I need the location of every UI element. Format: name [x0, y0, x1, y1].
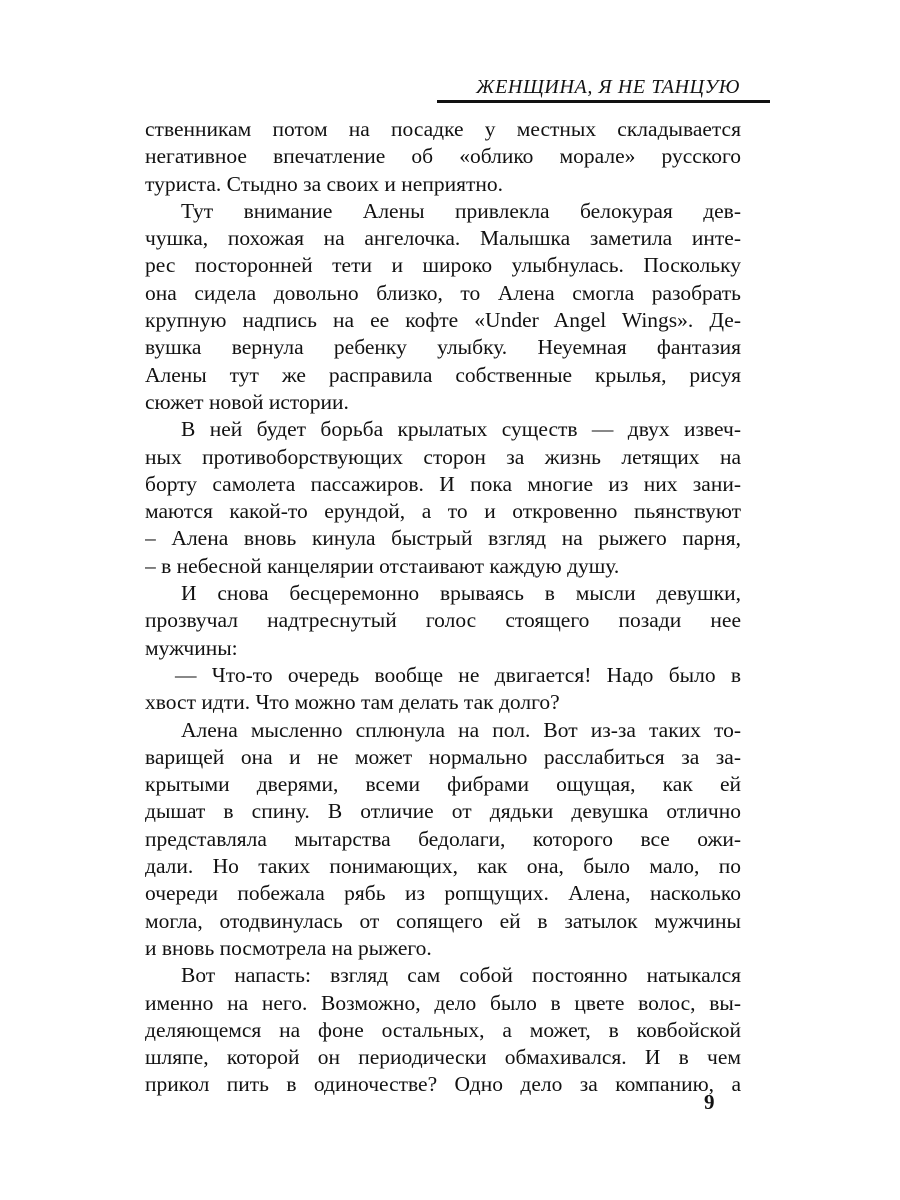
text-line: могла, отодвинулась от сопящего ей в затылок мужчины: [145, 908, 741, 933]
text-line: Алены тут же расправила собственные крылья, рисуя: [145, 362, 741, 387]
text-line: крытыми дверями, всеми фибрами ощущая, как ей: [145, 772, 741, 797]
text-line: деляющемся на фоне остальных, а может, в ковбойской: [145, 1017, 741, 1042]
text-line: очереди побежала рябь из ропщущих. Алена, насколько: [145, 881, 741, 906]
text-line: маются какой-то ерундой, а то и откровенно пьянствуют: [145, 499, 741, 524]
text-line: чушка, похожая на ангелочка. Малышка заметила инте-: [145, 226, 741, 251]
text-line: – Алена вновь кинула быстрый взгляд на рыжего парня,: [145, 526, 741, 551]
text-line: И снова бесцеремонно врываясь в мысли девушки,: [181, 581, 741, 606]
text-line: сюжет новой истории.: [145, 389, 349, 414]
page-number: 9: [704, 1090, 715, 1114]
text-line: и вновь посмотрела на рыжего.: [145, 935, 432, 960]
text-line: — Что-то очередь вообще не двигается! Надо было в: [175, 662, 741, 687]
text-line: В ней будет борьба крылатых существ — двух извеч-: [181, 417, 741, 442]
body-text: [145, 116, 741, 1099]
text-line: крупную надпись на ее кофте «Under Angel Wings». Де-: [145, 308, 741, 333]
text-line: туриста. Стыдно за своих и неприятно.: [145, 171, 504, 196]
text-line: дышат в спину. В отличие от дядьки девушка отлично: [145, 799, 741, 824]
text-line: она сидела довольно близко, то Алена смогла разобрать: [145, 280, 741, 305]
text-line: варищей она и не может нормально расслабиться за за-: [145, 744, 741, 769]
text-line: шляпе, которой он периодически обмахивался. И в чем: [145, 1045, 741, 1070]
text-line: прикол пить в одиночестве? Одно дело за компанию, а: [145, 1072, 741, 1097]
text-line: прозвучал надтреснутый голос стоящего позади нее: [145, 608, 741, 633]
text-line: хвост идти. Что можно там делать так долго?: [145, 690, 560, 715]
text-line: мужчины:: [145, 635, 238, 660]
text-line: Тут внимание Алены привлекла белокурая дев-: [181, 198, 741, 223]
text-line: ных противоборствующих сторон за жизнь летящих на: [145, 444, 741, 469]
text-line: Алена мысленно сплюнула на пол. Вот из-за таких то-: [181, 717, 741, 742]
text-line: борту самолета пассажиров. И пока многие из них зани-: [145, 471, 741, 496]
text-line: Вот напасть: взгляд сам собой постоянно натыкался: [181, 963, 741, 988]
text-line: – в небесной канцелярии отстаивают каждую душу.: [145, 553, 620, 578]
text-line: ственникам потом на посадке у местных складывается: [145, 117, 741, 141]
running-head-title: ЖЕНЩИНА, Я НЕ ТАНЦУЮ: [476, 76, 740, 98]
header-rule: [437, 100, 770, 103]
text-line: дали. Но таких понимающих, как она, было мало, по: [145, 854, 741, 879]
text-line: вушка вернула ребенку улыбку. Неуемная фантазия: [145, 335, 741, 360]
text-line: негативное впечатление об «облико морале» русского: [145, 144, 741, 169]
text-line: рес посторонней тети и широко улыбнулась. Поскольку: [145, 253, 741, 278]
text-line: именно на него. Возможно, дело было в цвете волос, вы-: [145, 990, 741, 1015]
text-line: представляла мытарства бедолаги, которого все ожи-: [145, 826, 741, 851]
